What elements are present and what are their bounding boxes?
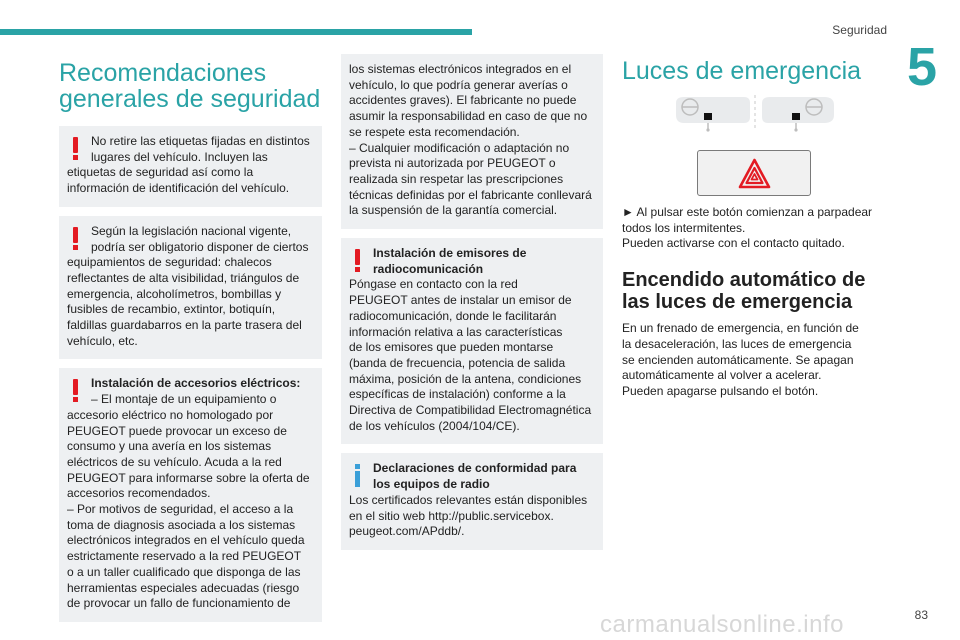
box-line: PEUGEOT para informarse sobre la oferta de [67,470,310,485]
paragraph-line: Pueden apagarse pulsando el botón. [622,383,819,398]
hazard-triangle-icon [738,158,771,189]
paragraph-line: se encienden automáticamente. Se apagan [622,352,854,367]
header-accent-bar [0,29,472,35]
paragraph-line: ► Al pulsar este botón comienzan a parpadear [622,205,873,219]
dashboard-illustration [672,93,838,133]
box-line: equipamientos de seguridad: chalecos [67,255,272,270]
box-line: accidentes graves). El fabricante no puede [349,93,577,108]
box-line: de los vehículos (2004/104/CE). [349,418,520,433]
box-line: etiquetas de seguridad así como la [67,165,254,180]
box-line: se respete esta recomendación. [349,124,520,139]
box-line: faldillas guardabarros en la parte trasera del [67,318,302,333]
section-name: Seguridad [832,23,887,37]
chapter-number: 5 [906,37,938,97]
warning-icon [71,379,80,401]
box-line: podría ser obligatorio disponer de ciertos [91,239,309,254]
warning-box-radio-emitters [341,238,603,444]
box-line: emergencia, alcoholímetros, bombillas y [67,286,282,301]
watermark: carmanualsonline.info [600,611,844,638]
box-line: Los certificados relevantes están disponibles [349,492,588,507]
warning-icon [71,137,80,159]
column-1 [59,54,322,631]
box-line: eléctricos de su vehículo. Acuda a la red [67,454,282,469]
box-line: – Por motivos de seguridad, el acceso a la [67,502,294,517]
box-heading: Instalación de accesorios eléctricos: [91,376,301,391]
info-icon [353,464,362,486]
paragraph-line: la desaceleración, las luces de emergencia [622,336,852,351]
column-2 [341,54,603,559]
box-line: – Cualquier modificación o adaptación no [349,140,570,155]
box-line: toma de diagnosis asociada a los sistemas [67,517,296,532]
box-line: vehículo, lo que podría generar averías o [349,77,568,92]
subsection-title: las luces de emergencia [622,291,853,314]
warning-box-equipment [59,216,322,360]
box-line: – El montaje de un equipamiento o [91,392,277,407]
box-line: prevista ni autorizada por PEUGEOT o [349,156,556,171]
box-line: específicas de instalación) conforme a la [349,387,566,402]
box-line: la suspensión de la garantía comercial. [349,203,558,218]
box-line: estrictamente reservado a la red PEUGEOT [67,549,302,564]
box-line: técnicas definidas por el fabricante conllevará [349,187,592,202]
section-title: Luces de emergencia [622,57,862,85]
box-line: asumir la responsabilidad en caso de que no [349,109,588,124]
box-line: PEUGEOT puede provocar un exceso de [67,423,287,438]
box-line: vehículo, etc. [67,333,138,348]
page-number: 83 [914,608,928,622]
box-line: Directiva de Compatibilidad Electromagnética [349,403,592,418]
box-line: máxima, posición de la antena, condiciones [349,371,582,386]
box-line: consumo y una avería en los sistemas [67,439,272,454]
warning-box-labels [59,126,322,207]
column-3-body [622,205,884,400]
paragraph-line: todos los intermitentes. [622,220,746,235]
box-line: información de identificación del vehículo. [67,181,290,196]
box-line: lugares del vehículo. Incluyen las [91,149,268,164]
box-line: (banda de frecuencia, potencia de salida [349,355,566,370]
box-line: radiocomunicación, donde le facilitarán [349,308,557,323]
paragraph-line: automáticamente al volver a acelerar. [622,368,822,383]
box-line: de provocar un fallo de funcionamiento de [67,596,291,611]
box-heading: radiocomunicación [373,261,484,276]
box-line: peugeot.com/APddb/. [349,524,465,539]
column-3 [622,54,884,98]
box-line: los sistemas electrónicos integrados en el [349,62,572,76]
box-line: o a un taller cualificado que disponga de las [67,564,301,579]
box-heading: Instalación de emisores de [373,246,527,261]
box-line: accesorio eléctrico no homologado por [67,407,274,422]
box-line: electrónicos integrados en el vehículo queda [67,533,305,548]
box-line: en el sitio web http://public.servicebox. [349,508,554,523]
box-line: No retire las etiquetas fijadas en distintos [91,134,310,148]
box-heading: los equipos de radio [373,477,490,492]
box-line: fusibles de recambio, extintor, botiquín, [67,302,276,317]
hazard-warning-button[interactable] [697,150,811,196]
warning-icon [353,249,362,271]
box-line: Según la legislación nacional vigente, [91,223,292,238]
box-heading: Declaraciones de conformidad para [373,461,577,476]
box-line: información relativa a las características [349,324,563,339]
warning-box-electrical [59,368,322,622]
box-line: reflectantes de alta visibilidad, triángulos de [67,270,300,285]
paragraph-line: En un frenado de emergencia, en función de [622,321,859,336]
box-line: accesorios recomendados. [67,486,211,501]
box-line: de los emisores que pueden montarse [349,340,554,355]
section-title: Recomendaciones generales de seguridad [59,59,321,113]
subsection-title: Encendido automático de [622,269,866,292]
warning-icon [71,227,80,249]
box-line: realizada sin respetar las prescripciones [349,171,564,186]
info-box-radio-conformity [341,453,603,550]
box-line: PEUGEOT antes de instalar un emisor de [349,293,572,308]
steering-wheel-icon [672,93,838,133]
paragraph-line: Pueden activarse con el contacto quitado. [622,236,845,251]
continued-box [341,54,603,229]
box-line: Póngase en contacto con la red [349,277,518,292]
box-line: herramientas especiales adecuadas (riesgo [67,580,300,595]
